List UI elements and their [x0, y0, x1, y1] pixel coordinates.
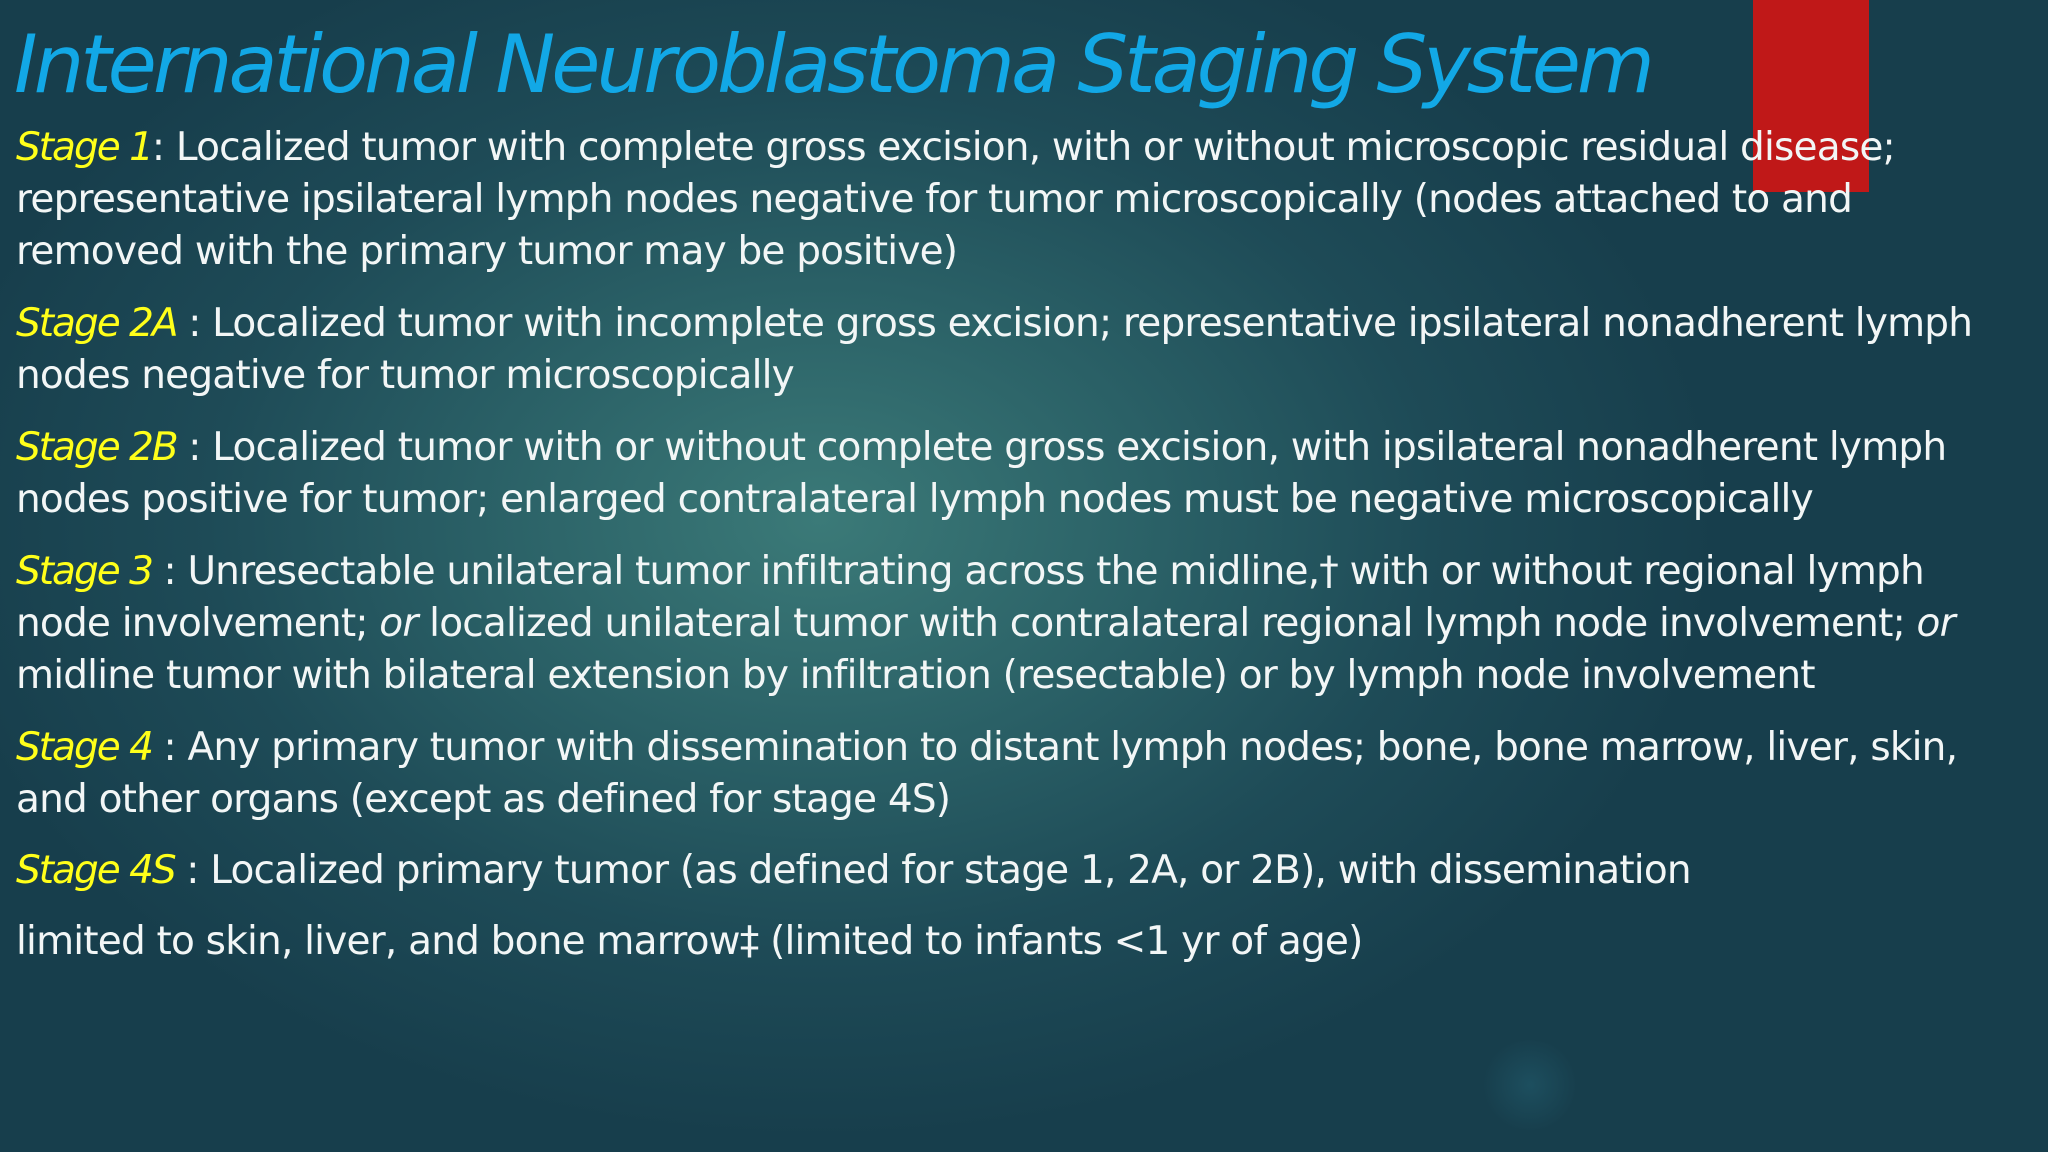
stage-3-or-2: or: [1916, 601, 1955, 646]
stage-4s-continuation: limited to skin, liver, and bone marrow‡ (limited to infants <1 yr of age): [16, 919, 1363, 964]
stage-1-label: Stage 1: [16, 125, 152, 170]
stage-4s-label: Stage 4S: [16, 848, 175, 893]
staging-list: [16, 122, 2026, 968]
stage-2b-label: Stage 2B: [16, 425, 177, 470]
background-glow: [1480, 1040, 1580, 1130]
stage-4s-description: : Localized primary tumor (as defined for stage 1, 2A, or 2B), with dissemination: [174, 848, 1691, 893]
stage-1-description: : Localized tumor with complete gross excision, with or without microscopic residual disease; representative ipsilateral lymph nodes negative for tumor microscopically (nodes attached to and removed with the primary tumor may be positive): [16, 125, 1895, 274]
stage-2b-description: : Localized tumor with or without complete gross excision, with ipsilateral nonadherent lymph nodes positive for tumor; enlarged contralateral lymph nodes must be negative microscopically: [16, 425, 1947, 522]
stage-2a-label: Stage 2A: [16, 301, 177, 346]
slide-title: International Neuroblastoma Staging System: [14, 18, 1651, 111]
stage-3-or-1: or: [379, 601, 418, 646]
stage-1-paragraph: [16, 122, 2026, 278]
stage-4-paragraph: [16, 722, 2026, 826]
stage-4s-paragraph: [16, 845, 2026, 897]
stage-3-paragraph: [16, 546, 2026, 702]
stage-2a-description: : Localized tumor with incomplete gross excision; representative ipsilateral nonadherent lymph nodes negative for tumor microscopically: [16, 301, 1973, 398]
stage-3-description-part-2: localized unilateral tumor with contralateral regional lymph node involvement;: [417, 601, 1917, 646]
stage-4-label: Stage 4: [16, 725, 152, 770]
stage-3-description-part-3: midline tumor with bilateral extension by infiltration (resectable) or by lymph node involvement: [16, 653, 1815, 698]
stage-4-description: : Any primary tumor with dissemination to distant lymph nodes; bone, bone marrow, liver, skin, and other organs (except as defined for stage 4S): [16, 725, 1958, 822]
stage-2b-paragraph: [16, 422, 2026, 526]
stage-3-label: Stage 3: [16, 549, 152, 594]
stage-3-description-part-1: : Unresectable unilateral tumor infiltrating across the midline,† with or without regional lymph node involvement;: [16, 549, 1924, 646]
stage-2a-paragraph: [16, 298, 2026, 402]
